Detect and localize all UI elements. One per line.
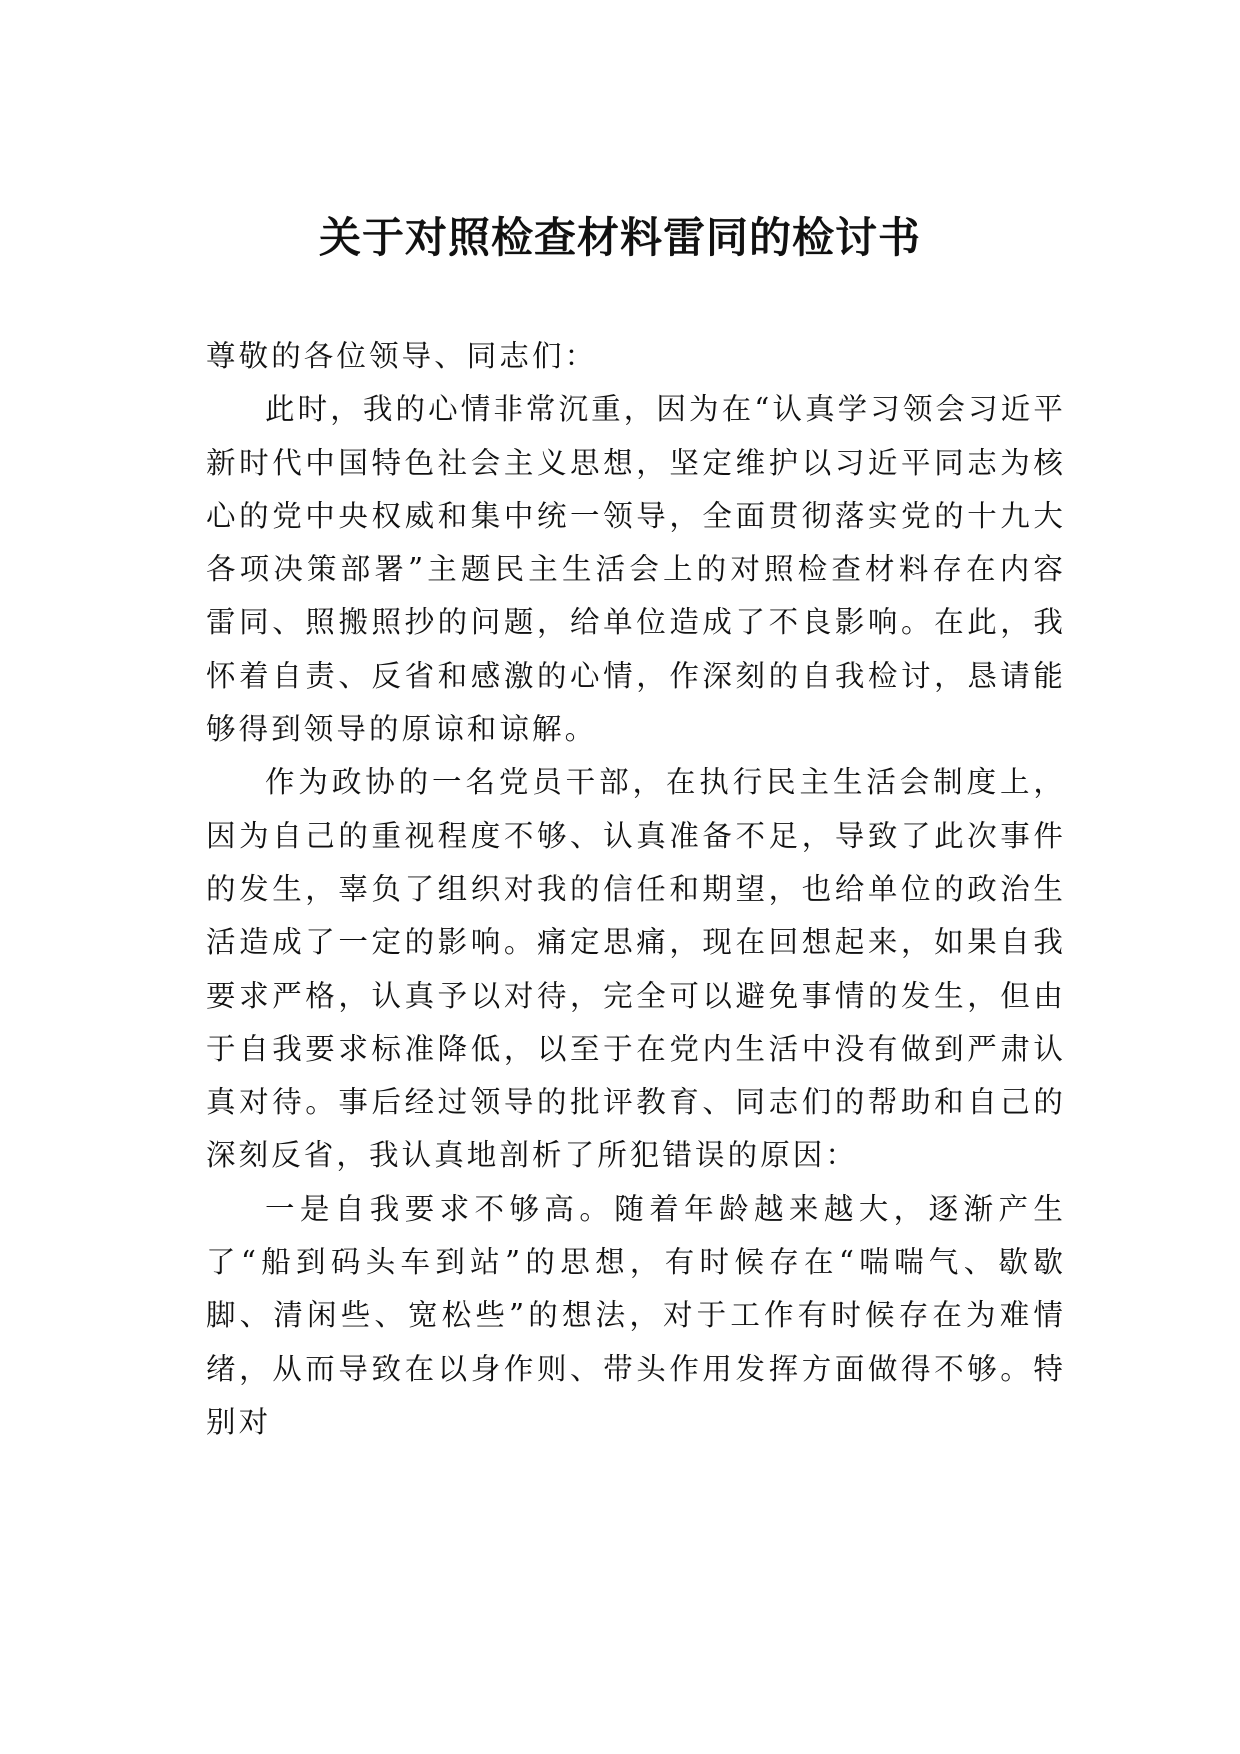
document-body <box>206 330 1066 1449</box>
paragraph-2: 作为政协的一名党员干部，在执行民主生活会制度上，因为自己的重视程度不够、认真准备不足，导致了此次事件的发生，辜负了组织对我的信任和期望，也给单位的政治生活造成了一定的影响。痛定思痛，现在回想起来，如果自我要求严格，认真予以对待，完全可以避免事情的发生，但由于自我要求标准降低，以至于在党内生活中没有做到严肃认真对待。事后经过领导的批评教育、同志们的帮助和自己的深刻反省，我认真地剖析了所犯错误的原因： <box>206 765 1066 1173</box>
salutation: 尊敬的各位领导、同志们： <box>206 339 598 373</box>
paragraph-3: 一是自我要求不够高。随着年龄越来越大，逐渐产生了“船到码头车到站”的思想，有时候存在“喘喘气、歇歇脚、清闲些、宽松些”的想法，对于工作有时候存在为难情绪，从而导致在以身作则、带头作用发挥方面做得不够。特别对 <box>206 1191 1066 1439</box>
document-title: 关于对照检查材料雷同的检讨书 <box>318 213 921 262</box>
paragraph-1: 此时，我的心情非常沉重，因为在“认真学习领会习近平新时代中国特色社会主义思想，坚定维护以习近平同志为核心的党中央权威和集中统一领导，全面贯彻落实党的十九大各项决策部署”主题民主生活会上的对照检查材料存在内容雷同、照搬照抄的问题，给单位造成了不良影响。在此，我怀着自责、反省和感激的心情，作深刻的自我检讨，恳请能够得到领导的原谅和谅解。 <box>206 392 1066 747</box>
